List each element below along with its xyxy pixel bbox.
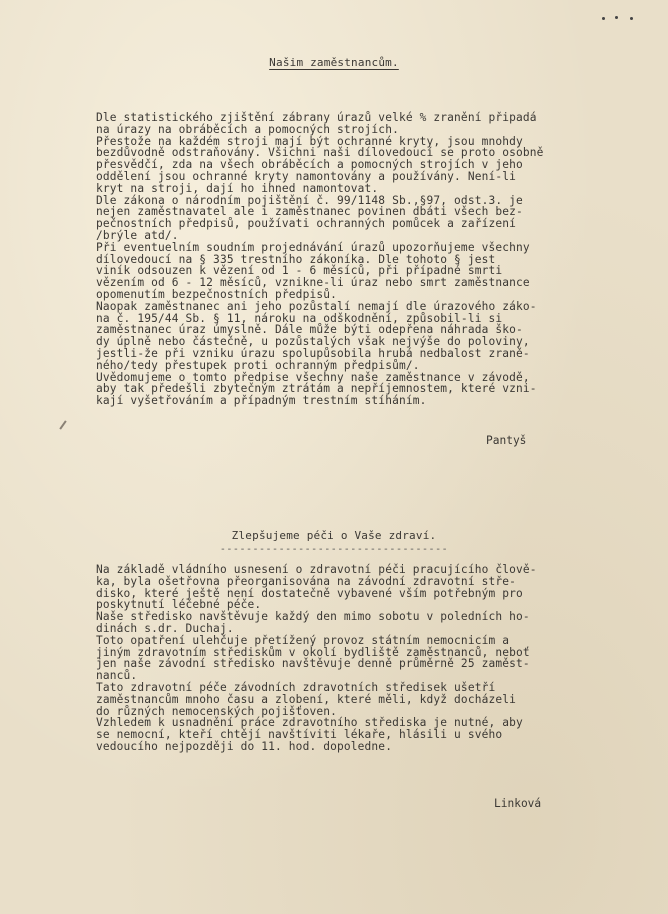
text-line: bezdůvodně odstraňovány. Všichni naši dílovedoucí se proto osobně (96, 146, 544, 160)
text-line: Vzhledem k usnadnění práce zdravotního střediska je nutné, aby (96, 716, 523, 730)
text-line: opomenutím bezpečnostních předpisů. (96, 287, 337, 301)
text-line: jestli-že při vzniku úrazu spolupůsobila hrubá nedbalost zraně- (96, 346, 530, 360)
text-line: kryt na stroji, dají ho ihned namontovat. (96, 181, 379, 195)
text-line: nejen zaměstnavatel ale i zaměstnanec povinen dbáti všech bez- (96, 205, 523, 219)
section2-body (96, 564, 644, 753)
text-line: Na základě vládního usnesení o zdravotní péči pracujícího člově- (96, 563, 537, 576)
text-line: /brýle atd/. (96, 228, 179, 242)
text-line: kají vyšetřováním a případným trestním stíháním. (96, 394, 427, 408)
text-line: vězením od 6 - 12 měsíců, vznikne-li úraz nebo smrt zaměstnance (96, 276, 530, 290)
text-line: pečnostních předpisů, používati ochranných pomůcek a zařízení (96, 217, 517, 231)
ink-speck (615, 16, 618, 19)
text-line: jiným zdravotním střediskům v okolí bydliště zaměstnanců, neboť (96, 645, 530, 659)
section2-title-underline: ----------------------------------- (219, 544, 449, 555)
section1-title: Našim zaměstnancům. (269, 56, 399, 69)
text-line: disko, které ještě není dostatečně vybavené vším potřebným pro (96, 586, 523, 600)
text-line: Naopak zaměstnanec ani jeho pozůstalí nemají dle úrazového záko- (96, 299, 537, 313)
text-line: Toto opatření ulehčuje přetížený provoz státním nemocnicím a (96, 633, 510, 647)
text-line: Při eventuelním soudním projednávání úrazů upozorňujeme všechny (96, 240, 530, 254)
text-line: Dle statistického zjištění zábrany úrazů velké % zranění připadá (96, 111, 537, 124)
pencil-mark (59, 420, 66, 429)
text-line: aby tak předešli zbytečným ztrátám a nepříjemnostem, které vzni- (96, 382, 537, 396)
text-line: zaměstnancům mnoho času a zlobení, které měli, když docházeli (96, 692, 517, 706)
text-line: ka, byla ošetřovna přeorganisována na závodní zdravotní stře- (96, 574, 517, 588)
text-line: dílovedoucí na § 335 trestního zákoníka. Dle tohoto § jest (96, 252, 496, 266)
text-line: Uvědomujeme o tomto předpise všechny naše zaměstnance v závodě, (96, 370, 530, 384)
text-line: jen naše závodní středisko navštěvuje denně průměrně 25 zaměst- (96, 657, 530, 671)
text-line: Naše středisko navštěvuje každý den mimo sobotu v poledních ho- (96, 610, 530, 624)
text-line: vedoucího nejpozději do 11. hod. dopoledne. (96, 739, 393, 753)
section1-signature: Pantyš (486, 434, 527, 447)
text-line: Dle zákona o národním pojištění č. 99/1148 Sb.,§97, odst.3. je (96, 193, 523, 207)
text-line: na č. 195/44 Sb. § 11, nároku na odškodnění, způsobil-li si (96, 311, 503, 325)
section2-signature: Linková (494, 797, 542, 810)
text-line: ného/tedy přestupek proti ochranným předpisům/. (96, 358, 420, 372)
text-line: viník odsouzen k vězení od 1 - 6 měsíců, při případné smrti (96, 264, 503, 278)
text-line: oddělení jsou ochranné kryty namontovány a používány. Není-li (96, 169, 517, 183)
text-line: poskytnutí léčebné péče. (96, 598, 262, 612)
section1-body (96, 112, 644, 407)
text-line: do různých nemocenských pojišťoven. (96, 704, 337, 718)
text-line: nanců. (96, 669, 138, 683)
ink-speck (630, 17, 633, 20)
text-line: dinách s.dr. Duchaj. (96, 621, 234, 635)
section2-title: Zlepšujeme péči o Vaše zdraví. (231, 529, 437, 542)
text-line: dy úplně nebo částečně, u pozůstalých však nejvýše do poloviny, (96, 335, 530, 349)
text-line: se nemocní, kteří chtějí navštíviti lékaře, hlásili u svého (96, 728, 503, 742)
text-line: zaměstnanec úraz úmyslně. Dále může býti odepřena náhrada ško- (96, 323, 523, 337)
ink-speck (602, 17, 605, 20)
text-line: přesvědčí, zda na všech obráběcích a pomocných strojích v jeho (96, 158, 523, 172)
text-line: Tato zdravotní péče závodních zdravotních středisek ušetří (96, 680, 496, 694)
text-line: Přestože na každém stroji mají být ochranné kryty, jsou mnohdy (96, 134, 523, 148)
text-line: na úrazy na obráběcích a pomocných strojích. (96, 122, 399, 136)
